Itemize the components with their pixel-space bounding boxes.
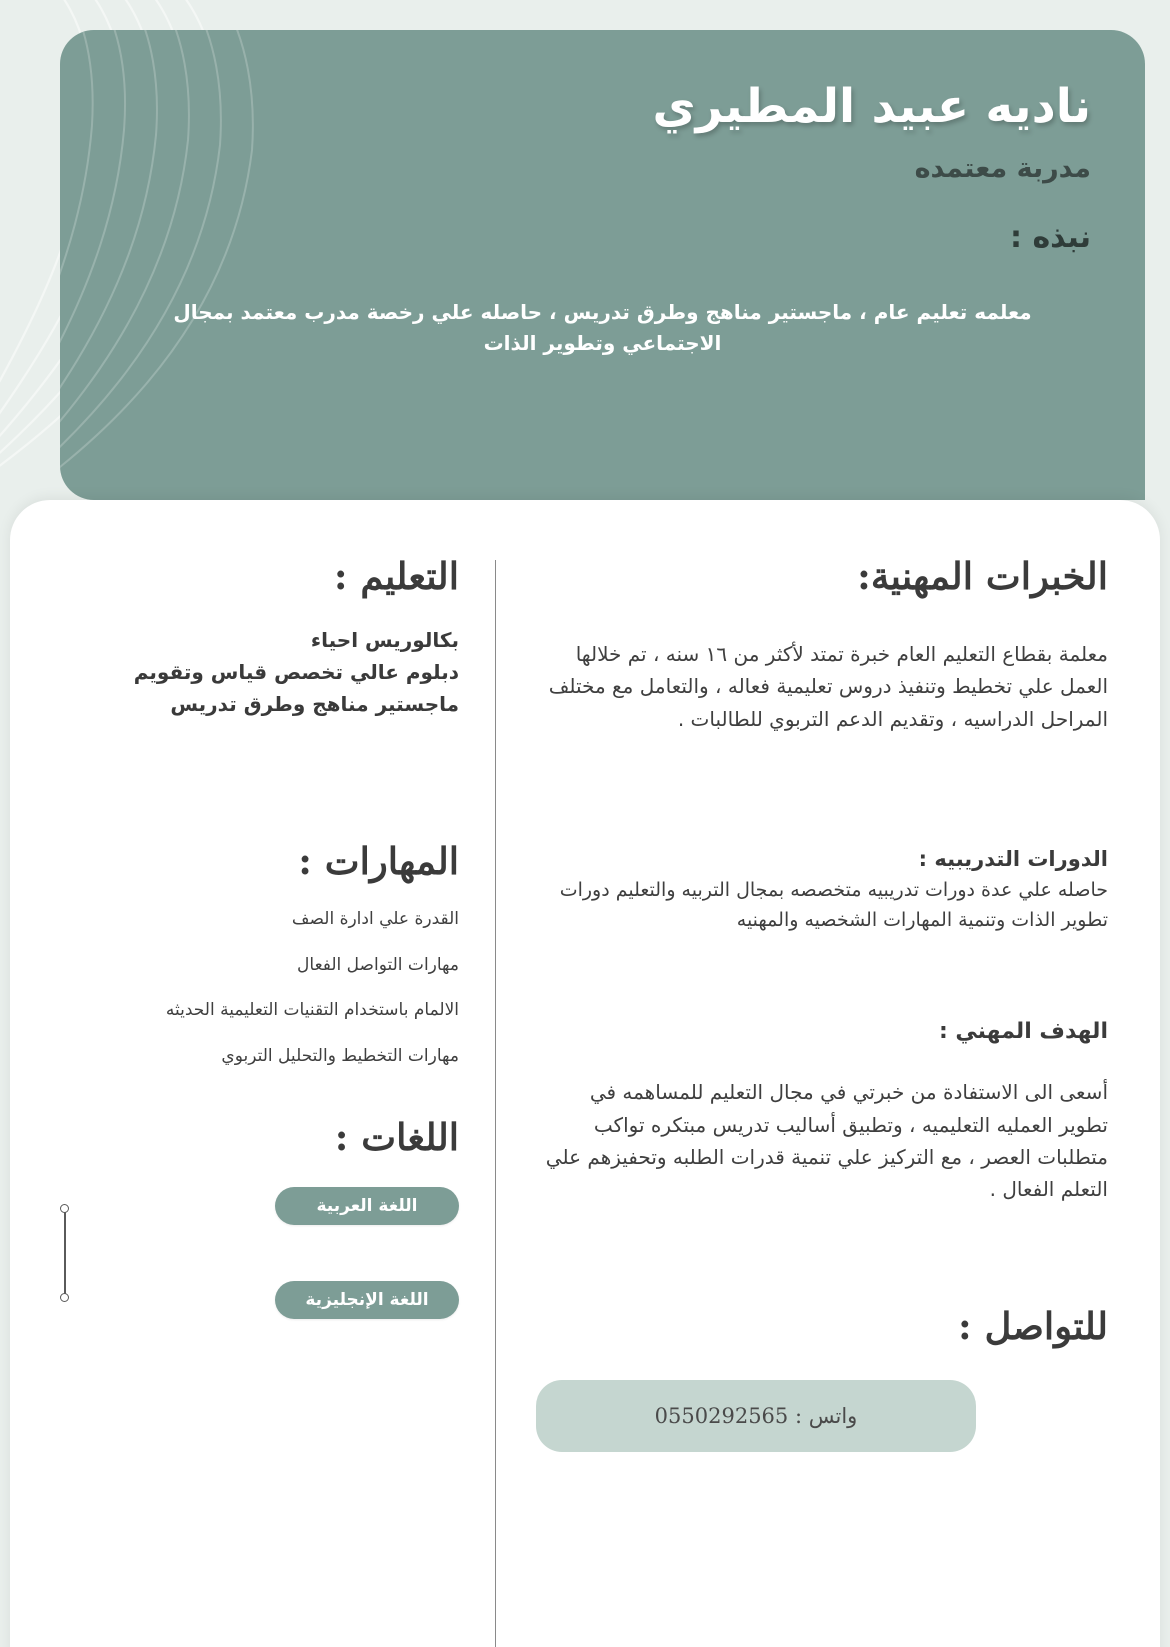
education-item: بكالوريس احياء (310, 628, 459, 653)
objective-body: أسعى الى الاستفادة من خبرتي في مجال التعليم للمساهمه في تطوير العمليه التعليميه ، وتطبيق أساليب تدريس مبتكره تواكب متطلبات العصر ، مع التركيز علي تنمية قدرات الطلبه وتحفيزهم علي التعلم الفعال . (545, 1080, 1108, 1202)
full-name: ناديه عبيد المطيري (652, 79, 1091, 134)
header-content (60, 30, 1145, 359)
contact-section-title: للتواصل : (957, 1303, 1108, 1348)
two-column-layout (10, 500, 1160, 1647)
about-text: معلمه تعليم عام ، ماجستير مناهج وطرق تدريس ، حاصله علي رخصة مدرب معتمد بمجال الاجتماعي وتطوير الذات (173, 299, 1032, 355)
contact-section (536, 1302, 1108, 1452)
timeline-dot-top (60, 1204, 69, 1213)
education-item: ماجستير مناهج وطرق تدريس (170, 692, 459, 717)
experience-body: معلمة بقطاع التعليم العام خبرة تمتد لأكثر من ١٦ سنه ، تم خلالها العمل علي تخطيط وتنفيذ دروس تعليمية فعاله ، والتعامل مع مختلف المراحل الدراسيه ، وتقديم الدعم التربوي للطالبات . (548, 642, 1108, 731)
about-label: نبذه : (1010, 219, 1091, 255)
side-column (44, 552, 485, 1647)
contact-whatsapp-text: واتس : 0550292565 (654, 1403, 858, 1428)
contact-whatsapp-box[interactable] (536, 1380, 976, 1452)
skill-item: مهارات التواصل الفعال (297, 954, 459, 975)
education-list (52, 626, 459, 719)
objective-section-title: الهدف المهني : (938, 1019, 1108, 1045)
education-item: دبلوم عالي تخصص قياس وتقويم (133, 660, 459, 685)
skills-section-title: المهارات : (298, 839, 459, 884)
languages-section-title: اللغات : (334, 1115, 459, 1160)
skill-item: القدرة علي ادارة الصف (291, 909, 459, 930)
languages-timeline (60, 1204, 70, 1302)
timeline-dot-bottom (60, 1293, 69, 1302)
job-title: مدربة معتمده (914, 152, 1091, 184)
languages-list (52, 1187, 459, 1319)
content-card (10, 500, 1160, 1647)
header-band (60, 30, 1145, 500)
courses-section-title: الدورات التدريبيه : (918, 847, 1108, 872)
skill-item: مهارات التخطيط والتحليل التربوي (221, 1045, 459, 1066)
education-section-title: التعليم : (333, 554, 459, 598)
language-pill-arabic[interactable]: اللغة العربية (275, 1187, 459, 1225)
courses-body: حاصله علي عدة دورات تدريبيه متخصصه بمجال التربيه والتعليم دورات تطوير الذات وتنمية المهارات الشخصيه والمهنيه (559, 878, 1108, 932)
skills-list (52, 907, 459, 1069)
languages-section (52, 1113, 459, 1319)
column-divider (495, 560, 496, 1647)
timeline-line (64, 1209, 66, 1297)
language-pill-english[interactable]: اللغة الإنجليزية (275, 1281, 459, 1319)
experience-section-title: الخبرات المهنية: (857, 554, 1108, 598)
main-column (506, 552, 1126, 1647)
skill-item: الالمام باستخدام التقنيات التعليمية الحديثه (165, 1000, 459, 1021)
